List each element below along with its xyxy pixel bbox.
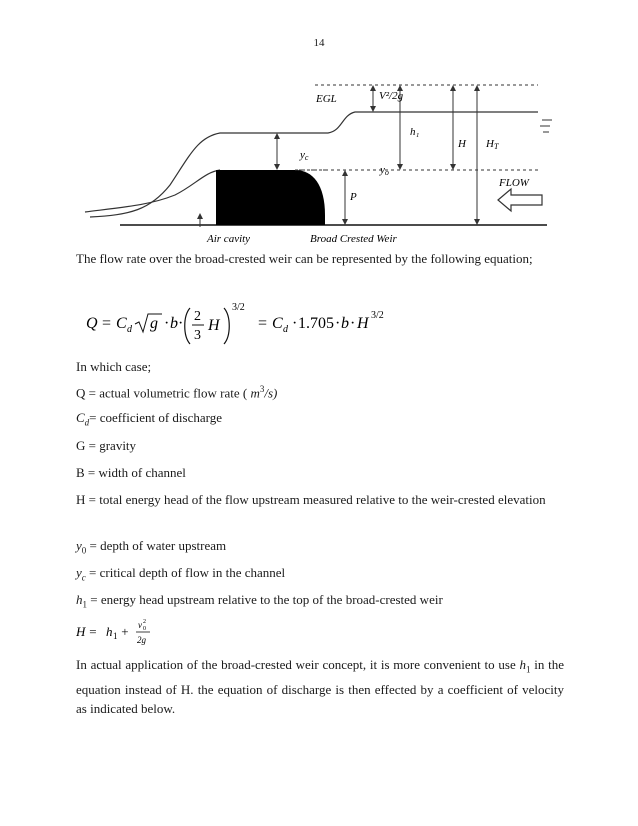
eq-den: 3 bbox=[194, 328, 201, 343]
svg-text:HT bbox=[485, 138, 499, 151]
yo-label: y bbox=[380, 164, 385, 176]
in-which-text: In which case; bbox=[76, 359, 152, 374]
svg-text:2g: 2g bbox=[137, 635, 146, 645]
svg-text:v: v bbox=[138, 620, 142, 630]
svg-text:1: 1 bbox=[113, 631, 118, 641]
weir-diagram bbox=[80, 75, 570, 255]
svg-text:·: · bbox=[292, 315, 298, 332]
svg-text:0: 0 bbox=[143, 626, 146, 632]
P-label: P bbox=[350, 191, 357, 203]
egl-label: EGL bbox=[316, 93, 337, 105]
yc-label: y bbox=[300, 149, 305, 161]
eq-Cd2: C bbox=[272, 315, 283, 332]
svg-text:H: H bbox=[76, 624, 86, 639]
svg-text:=: = bbox=[86, 624, 100, 639]
eq-Q: Q bbox=[86, 315, 98, 332]
eq-rhs-exp: 3/2 bbox=[371, 310, 384, 321]
definition-Q: Q = actual volumetric flow rate ( $m^3/s$) bbox=[76, 384, 278, 401]
eq-exp: 3/2 bbox=[232, 302, 245, 313]
flow-arrow bbox=[498, 189, 542, 211]
svg-text:·: · bbox=[350, 315, 356, 332]
page-number: 14 bbox=[313, 37, 325, 49]
svg-text:·: · bbox=[335, 315, 341, 332]
definition-B: B = width of channel bbox=[76, 465, 186, 480]
nappe-lower bbox=[85, 170, 220, 212]
svg-text:·: · bbox=[164, 315, 170, 332]
definition-h1: $h_1$ = energy head upstream relative to the top of the broad-crested weir bbox=[76, 592, 443, 610]
svg-text:yo bbox=[379, 164, 389, 177]
yo-sub: o bbox=[384, 168, 389, 177]
H-label: H bbox=[458, 138, 466, 150]
eq-b: b bbox=[170, 315, 178, 332]
flow-label: FLOW bbox=[499, 177, 529, 189]
air-cavity-label: Air cavity bbox=[207, 233, 251, 245]
svg-text:=: = bbox=[102, 315, 112, 332]
eq-H: H bbox=[208, 317, 220, 334]
eq-Cd-sub: d bbox=[127, 324, 132, 335]
HT-sub: T bbox=[493, 142, 499, 151]
definition-Cd: $C_d=$ coefficient of discharge bbox=[76, 410, 222, 428]
svg-text:yc bbox=[299, 149, 309, 162]
eq-coef: 1.705 bbox=[298, 315, 334, 332]
eq-rhs-H: H bbox=[357, 315, 369, 332]
closing-paragraph: In actual application of the broad-crested weir concept, it is more convenient to use $h_1$ in the equation instead of H. the equation of discharge is then effected by a coefficient of velocity as indicated below. bbox=[76, 657, 565, 716]
head-relation-equation bbox=[76, 616, 236, 646]
eq-num: 2 bbox=[194, 309, 201, 324]
eq-Cd: C bbox=[116, 315, 127, 332]
svg-text:+: + bbox=[118, 624, 132, 639]
weir-block bbox=[216, 170, 325, 225]
svg-text:·: · bbox=[178, 315, 184, 332]
yc-sub: c bbox=[304, 153, 309, 162]
svg-text:2: 2 bbox=[143, 619, 146, 625]
HT-label: H bbox=[486, 138, 494, 150]
eq-Cd2-sub: d bbox=[283, 324, 288, 335]
weir-label: Broad Crested Weir bbox=[310, 233, 397, 245]
discharge-equation bbox=[86, 296, 406, 350]
intro-paragraph: The flow rate over the broad-crested weir can be represented by the following equation; bbox=[76, 251, 533, 266]
definition-H: H = total energy head of the flow upstream measured relative to the weir-crested elevation bbox=[76, 492, 546, 507]
eq-g: g bbox=[150, 315, 158, 332]
definition-G: G = gravity bbox=[76, 438, 137, 453]
svg-text:=: = bbox=[258, 315, 268, 332]
definition-y0: $y_0$ = depth of water upstream bbox=[76, 538, 227, 556]
v2g-label: V²/2g bbox=[379, 90, 404, 102]
definition-yc: $y_c$ = critical depth of flow in the channel bbox=[76, 565, 286, 583]
svg-text:h: h bbox=[106, 624, 113, 639]
eq-b2: b bbox=[341, 315, 349, 332]
h1-label: h₁ bbox=[410, 126, 420, 138]
